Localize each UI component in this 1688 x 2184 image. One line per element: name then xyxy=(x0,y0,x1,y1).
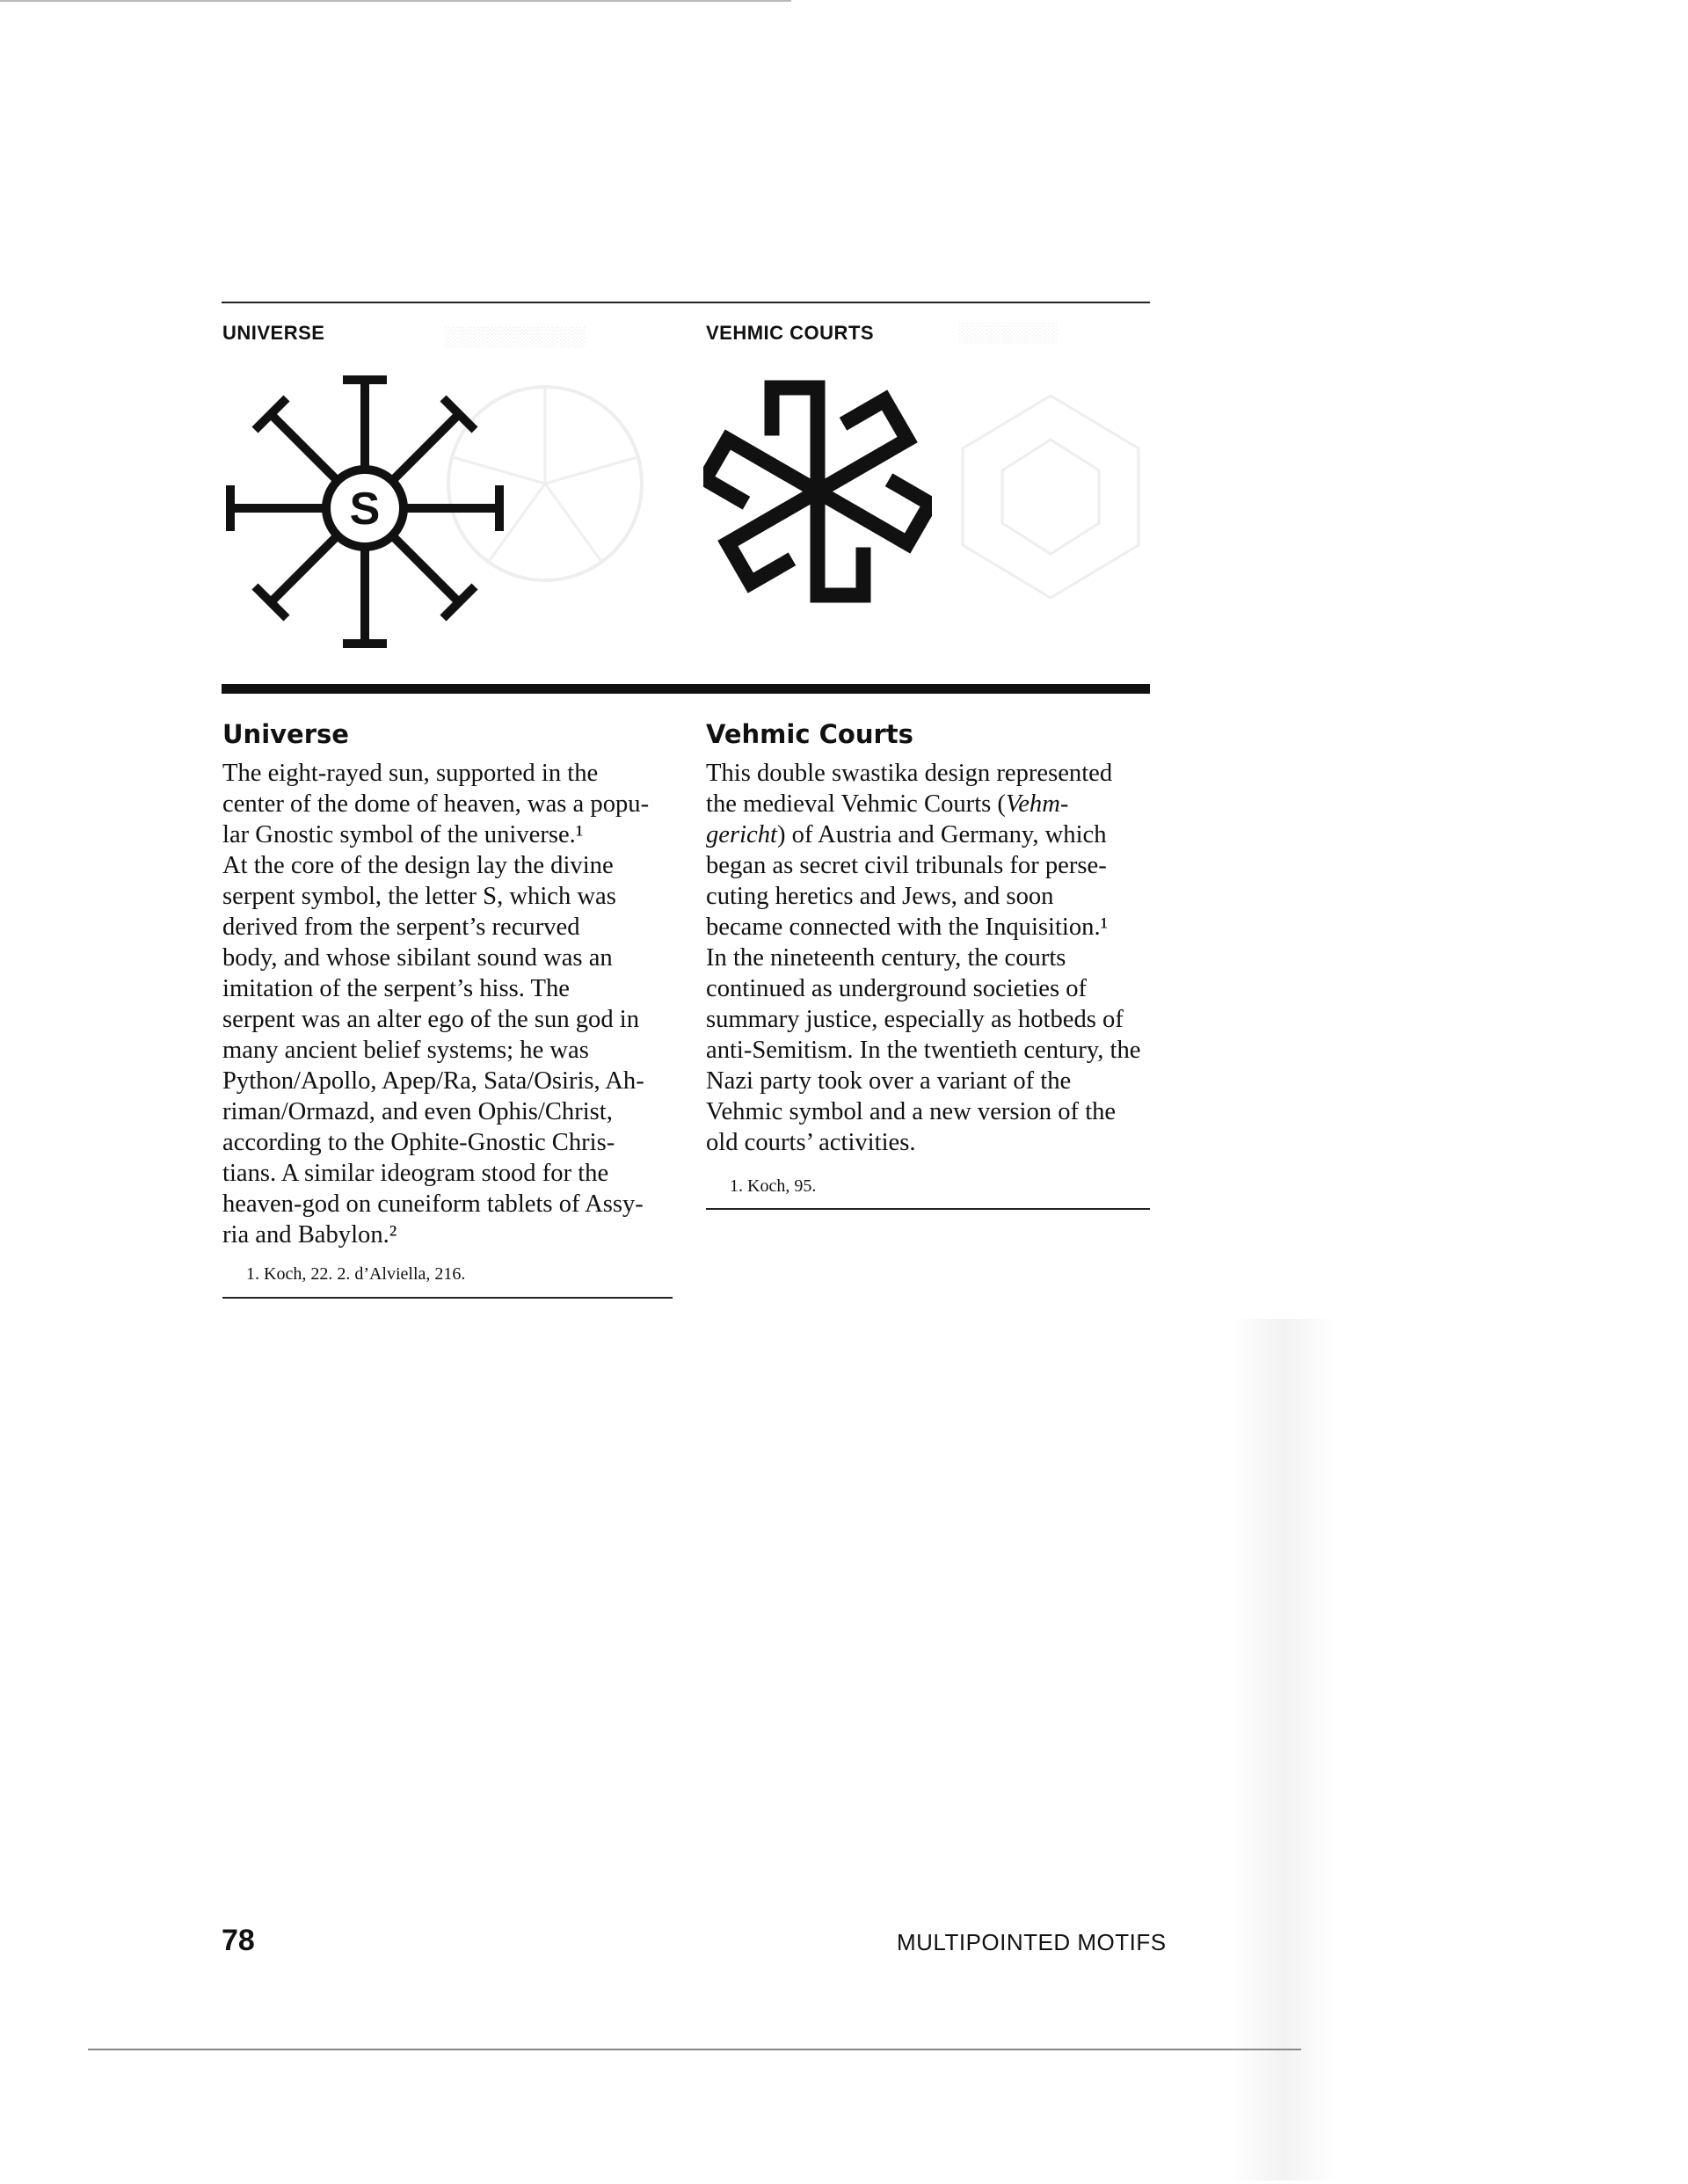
body-line: riman/Ormazd, and even Ophis/Christ, xyxy=(222,1098,613,1125)
bleed-through-figure xyxy=(950,387,1152,607)
vehmic-heading: Vehmic Courts xyxy=(706,719,913,749)
body-line: The eight-rayed sun, supported in the xyxy=(222,760,599,787)
vehmic-body xyxy=(706,758,1140,1158)
vehmic-figure-label: VEHMIC COURTS xyxy=(706,322,875,344)
body-line: became connected with the Inquisition.¹ xyxy=(706,914,1109,941)
body-line: imitation of the serpent’s hiss. The xyxy=(222,975,570,1002)
body-line: serpent was an alter ego of the sun god in xyxy=(222,1006,640,1033)
universe-body xyxy=(222,758,649,1250)
body-line: center of the dome of heaven, was a popu- xyxy=(222,790,650,818)
universe-figure-label: UNIVERSE xyxy=(222,322,325,344)
running-head: MULTIPOINTED MOTIFS xyxy=(897,1929,1167,1955)
body-line: In the nineteenth century, the courts xyxy=(706,944,1066,972)
top-rule xyxy=(222,302,1150,303)
body-line: Nazi party took over a variant of the xyxy=(706,1067,1072,1095)
body-line: At the core of the design lay the divine xyxy=(222,852,614,879)
universe-heading: Universe xyxy=(222,719,349,749)
body-line: Vehmic symbol and a new version of the xyxy=(706,1098,1117,1125)
body-line: serpent symbol, the letter S, which was xyxy=(222,883,616,910)
body-line: many ancient belief systems; he was xyxy=(222,1037,589,1064)
body-line: began as secret civil tribunals for perse- xyxy=(706,852,1107,879)
body-line: according to the Ophite-Gnostic Chris- xyxy=(222,1129,615,1156)
body-line: tians. A similar ideogram stood for the xyxy=(222,1160,609,1187)
scan-shadow xyxy=(1231,1319,1336,2180)
body-line: derived from the serpent’s recurved xyxy=(222,914,580,941)
body-line: anti-Semitism. In the twentieth century, the xyxy=(706,1037,1141,1064)
vehmic-notes-rule xyxy=(706,1208,1150,1210)
page-number: 78 xyxy=(222,1924,255,1957)
universe-footnotes: 1. Koch, 22. 2. d’Alviella, 216. xyxy=(246,1264,466,1284)
body-line: body, and whose sibilant sound was an xyxy=(222,944,613,972)
vehmic-footnotes: 1. Koch, 95. xyxy=(730,1176,817,1196)
sun-center-letter: S xyxy=(349,484,381,535)
bottom-rule xyxy=(88,2049,1301,2050)
bleed-through-text: ░░░░░░░░░░ xyxy=(444,325,586,347)
body-line: Python/Apollo, Apep/Ra, Sata/Osiris, Ah- xyxy=(222,1067,644,1095)
body-line: This double swastika design represented xyxy=(706,760,1113,787)
eight-rayed-sun-icon xyxy=(225,368,505,659)
body-line: cuting heretics and Jews, and soon xyxy=(706,883,1054,910)
body-line: summary justice, especially as hotbeds of xyxy=(706,1006,1124,1033)
body-line: old courts’ activities. xyxy=(706,1129,916,1156)
body-line: continued as underground societies of xyxy=(706,975,1088,1002)
body-line: the medieval Vehmic Courts (Vehm- xyxy=(706,790,1069,818)
body-line: lar Gnostic symbol of the universe.¹ xyxy=(222,821,584,848)
body-line: gericht) of Austria and Germany, which xyxy=(706,821,1107,848)
scan-edge xyxy=(0,0,791,2)
body-line: ria and Babylon.² xyxy=(222,1221,397,1249)
double-swastika-icon xyxy=(703,368,932,615)
universe-notes-rule xyxy=(222,1297,673,1299)
body-line: heaven-god on cuneiform tablets of Assy- xyxy=(222,1190,644,1218)
bleed-through-text: ░░░░░░░ xyxy=(958,321,1058,343)
section-divider xyxy=(222,684,1150,694)
